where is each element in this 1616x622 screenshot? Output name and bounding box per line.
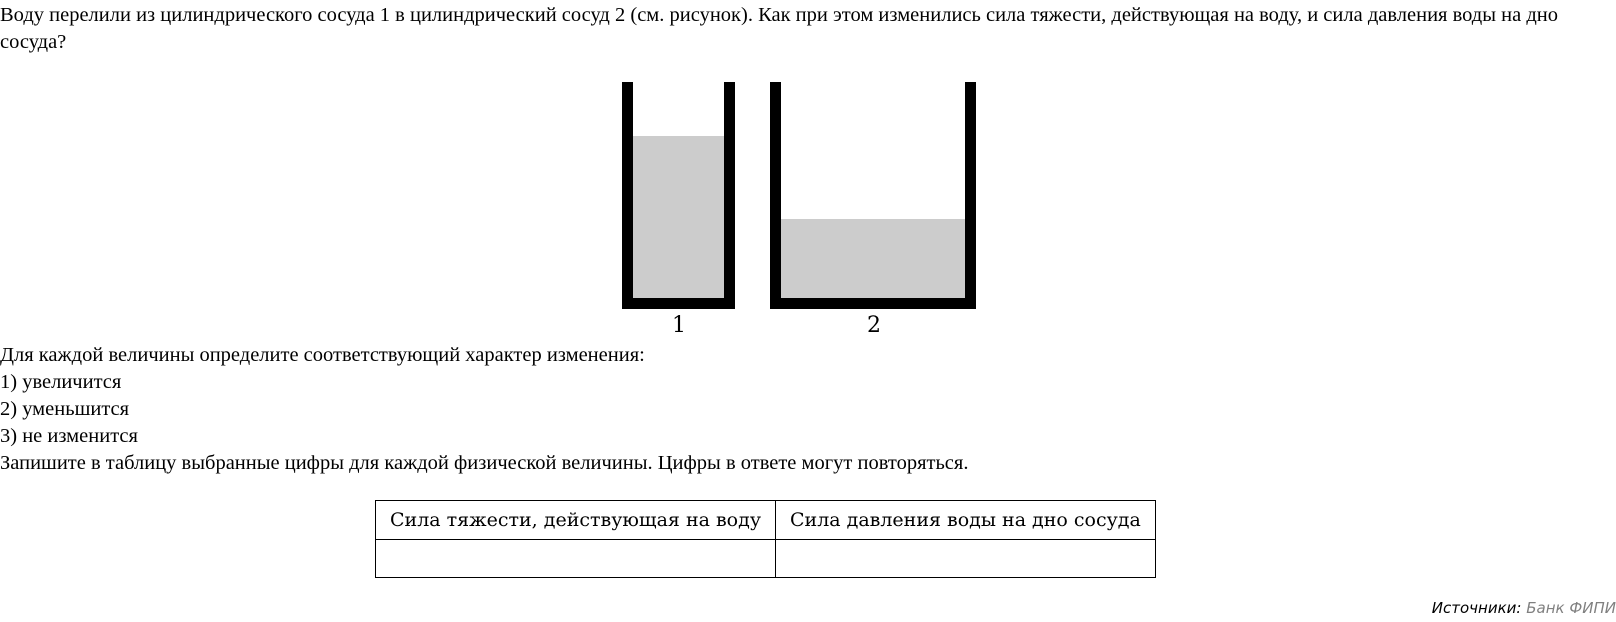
header-pressure-force: Сила давления воды на дно сосуда bbox=[776, 501, 1156, 540]
option-2: 2) уменьшится bbox=[0, 398, 130, 420]
vessel-2-label: 2 bbox=[867, 313, 881, 338]
option-1: 1) увеличится bbox=[0, 371, 122, 393]
vessel-1-label: 1 bbox=[672, 313, 686, 338]
header-gravity-force: Сила тяжести, действующая на воду bbox=[376, 501, 776, 540]
answer-table bbox=[375, 500, 1156, 578]
vessel-2-water bbox=[781, 219, 965, 298]
answer-cell-gravity-force[interactable] bbox=[376, 540, 776, 578]
instructions-task: Запишите в таблицу выбранные цифры для каждой физической величины. Цифры в ответе могут повторяться. bbox=[0, 452, 969, 474]
source-link[interactable]: Банк ФИПИ bbox=[1526, 599, 1616, 617]
source-label: Источники: bbox=[1431, 599, 1522, 617]
vessel-1-water bbox=[633, 136, 724, 298]
vessel-2 bbox=[770, 82, 976, 309]
source-line bbox=[1432, 599, 1616, 617]
option-3: 3) не изменится bbox=[0, 425, 138, 447]
vessel-1 bbox=[622, 82, 735, 309]
answer-cell-pressure-force[interactable] bbox=[776, 540, 1156, 578]
instructions-intro: Для каждой величины определите соответствующий характер изменения: bbox=[0, 344, 645, 366]
question-text: Воду перелили из цилиндрического сосуда 1 в цилиндрический сосуд 2 (см. рисунок). Как при этом изменились сила тяжести, действующая на воду, и сила давления воды на дно сосуда? bbox=[0, 4, 1558, 53]
